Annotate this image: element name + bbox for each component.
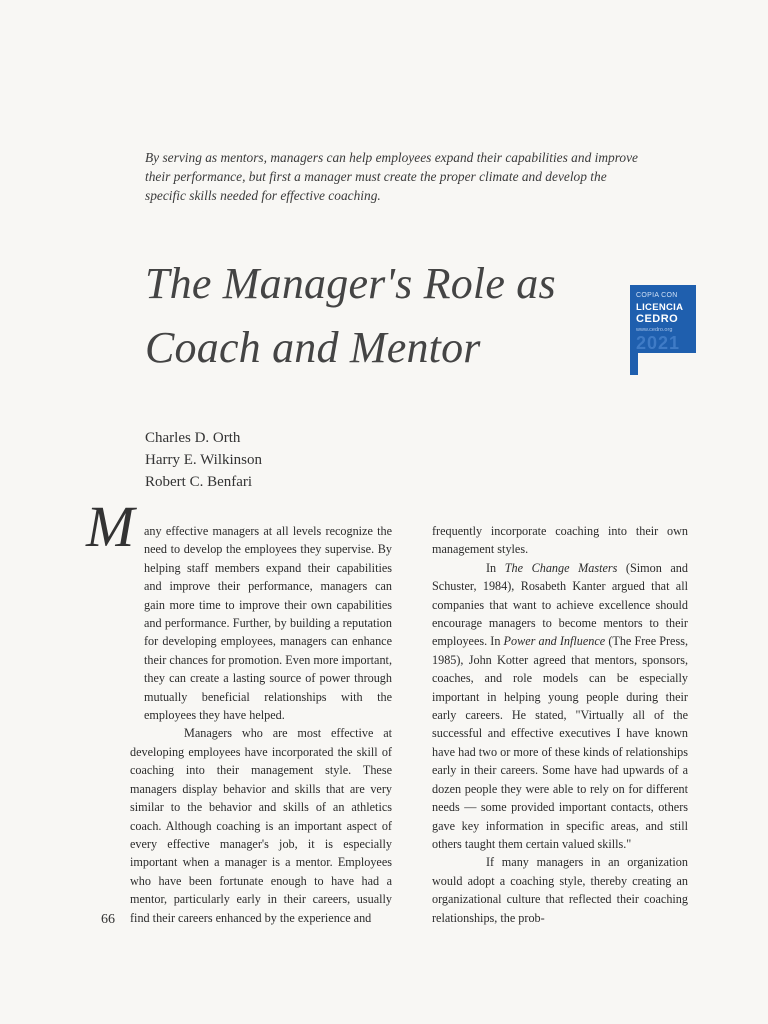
right-paragraph-3: If many managers in an organization would adopt a coaching style, thereby creating an organizational culture that reflected their coaching relationships, the prob- [432, 855, 688, 925]
badge-url: www.cedro.org [636, 327, 673, 333]
left-paragraph-2: Managers who are most effective at developing employees have incorporated the skill of coaching into their management style. These managers display behavior and skills that are very similar to the behavior and skills of an athletics coach. Although coaching is an important aspect of every effective manager's job, it is especially important when a manager is a mentor. Employees who have been fortunate enough to have had a mentor, particularly early in their careers, usually find their careers enhanced by the experience and [130, 726, 392, 925]
article-title [145, 252, 625, 380]
right-paragraph-2 [432, 559, 688, 854]
text-span: In [486, 560, 505, 575]
book-title: Power and Influence [503, 634, 606, 649]
title-line-1: The Manager's Role as [145, 259, 556, 308]
badge-tail [630, 353, 638, 375]
author: Harry E. Wilkinson [145, 452, 263, 468]
drop-cap: M [86, 494, 135, 559]
cedro-license-badge [630, 285, 696, 377]
badge-line-3: CEDRO [636, 313, 679, 325]
right-paragraph-1: frequently incorporate coaching into their own management styles. [432, 524, 688, 557]
left-column [130, 522, 392, 927]
title-line-2: Coach and Mentor [145, 323, 481, 372]
right-column [432, 522, 688, 927]
badge-line-1: COPIA CON [636, 292, 678, 299]
badge-year: 2021 [636, 333, 681, 353]
text-span: (Simon and Schuster, 1984), Rosabeth Kanter argued that all companies that want to achieve excellence should encourage managers to become mentors to their employees. In [432, 560, 688, 649]
text-span: (The Free Press, 1985), John Kotter agreed that mentors, sponsors, coaches, and role models can be especially important in helping young people during their early careers. He stated, "Virtually all of the successful and effective executives I have known have had two or more of these kinds of relationships early in their careers. Some have had upwards of a dozen people they were able to rely on for different needs — some provided important contacts, others gave key information in specific areas, and still others taught them certain valued skills." [432, 634, 688, 851]
left-paragraph-1: any effective managers at all levels recognize the need to develop the employees they supervise. By helping staff members expand their capabilities and improve their performance, managers can gain more time to improve their own capabilities and performance. Further, by building a reputation for developing employees, managers can enhance their chances for promotion. Even more important, they can create a lasting source of power through mutually beneficial relationships with the employees they have helped. [144, 524, 392, 723]
book-title: The Change Masters [504, 560, 618, 575]
author: Charles D. Orth [145, 430, 241, 446]
author-list [145, 427, 262, 493]
author: Robert C. Benfari [145, 474, 253, 490]
page-number: 66 [101, 912, 115, 927]
abstract: By serving as mentors, managers can help employees expand their capabilities and improve their performance, but first a manager must create the proper climate and develop the specific skills needed for effective coaching. [145, 150, 638, 203]
badge-line-2: LICENCIA [636, 302, 684, 313]
